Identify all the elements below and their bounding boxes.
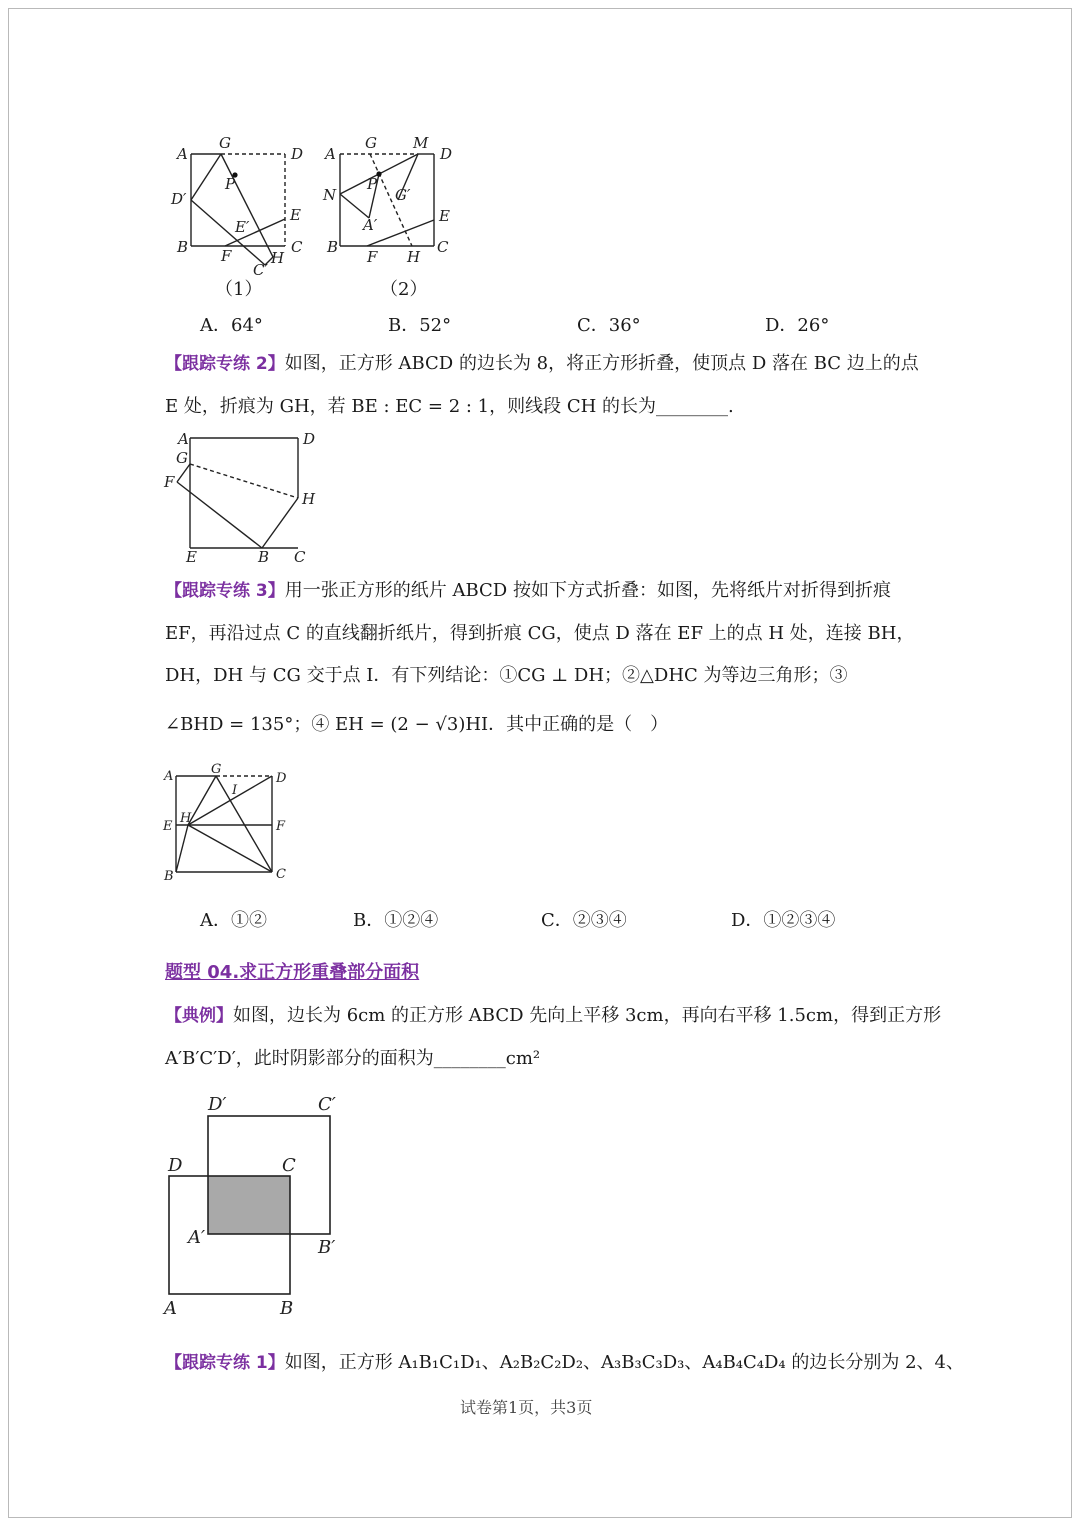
label-D: D bbox=[440, 145, 453, 163]
label-D-prime: D′ bbox=[208, 1094, 227, 1115]
section-title: 题型 04.求正方形重叠部分面积 bbox=[165, 962, 420, 983]
label-M: M bbox=[413, 134, 429, 152]
label-G: G bbox=[365, 134, 377, 152]
practice2-tag: 【跟踪专练 2】 bbox=[165, 354, 285, 374]
label-F: F bbox=[164, 473, 175, 491]
page-footer: 试卷第1页，共3页 bbox=[460, 1398, 593, 1417]
label-D: D bbox=[276, 771, 287, 786]
label-C-prime: C′ bbox=[253, 261, 268, 279]
label-D: D bbox=[303, 430, 316, 448]
label-D: D bbox=[291, 145, 304, 163]
practice3-line3: DH，DH 与 CG 交于点 I．有下列结论：①CG ⊥ DH；②△DHC 为等边三角形；③ bbox=[165, 665, 848, 686]
label-P: P bbox=[367, 175, 378, 193]
label-B: B bbox=[280, 1298, 294, 1319]
label-B: B bbox=[327, 238, 339, 256]
practice3-tag: 【跟踪专练 3】 bbox=[165, 581, 285, 601]
label-C: C bbox=[294, 548, 306, 566]
label-A-prime: A′ bbox=[363, 216, 378, 234]
figure-practice3 bbox=[158, 760, 298, 886]
practice3-option-c: C．②③④ bbox=[541, 910, 627, 931]
practice2-line2: E 处，折痕为 GH，若 BE : EC = 2 : 1，则线段 CH 的长为________. bbox=[165, 396, 734, 417]
figure-2-caption: （2） bbox=[380, 279, 428, 300]
label-P: P bbox=[225, 175, 236, 193]
label-B-prime: B′ bbox=[318, 1237, 336, 1258]
label-G: G bbox=[211, 762, 222, 777]
label-E: E bbox=[290, 206, 301, 224]
label-C: C bbox=[282, 1155, 296, 1176]
practice3-line4: ∠BHD = 135°；④ EH = (2 − √3)HI．其中正确的是（ ） bbox=[165, 714, 669, 735]
practice2-line1: 【跟踪专练 2】如图，正方形 ABCD 的边长为 8，将正方形折叠，使顶点 D 落在 BC 边上的点 bbox=[165, 353, 919, 374]
label-N: N bbox=[323, 186, 337, 204]
label-G: G bbox=[219, 134, 231, 152]
example-line2: A′B′C′D′，此时阴影部分的面积为________cm² bbox=[165, 1048, 541, 1069]
practice1-line1: 【跟踪专练 1】如图，正方形 A₁B₁C₁D₁、A₂B₂C₂D₂、A₃B₃C₃D₃、A₄B₄C₄D₄ 的边长分别为 2、4、 bbox=[165, 1352, 964, 1373]
label-H: H bbox=[271, 249, 285, 267]
label-H: H bbox=[407, 248, 421, 266]
label-B: E bbox=[186, 548, 197, 566]
figure-example bbox=[150, 1088, 370, 1322]
label-H: H bbox=[180, 811, 192, 826]
label-F: F bbox=[276, 819, 286, 834]
label-A: A bbox=[178, 430, 189, 448]
practice3-option-d: D．①②③④ bbox=[731, 910, 836, 931]
example-tag: 【典例】 bbox=[165, 1006, 233, 1026]
label-D: D bbox=[168, 1155, 183, 1176]
option-a: A．64° bbox=[200, 315, 263, 336]
label-G: G bbox=[176, 449, 188, 467]
label-A: A bbox=[177, 145, 188, 163]
label-E: B bbox=[258, 548, 270, 566]
practice1-tag: 【跟踪专练 1】 bbox=[165, 1353, 285, 1373]
practice3-line2: EF，再沿过点 C 的直线翻折纸片，得到折痕 CG，使点 D 落在 EF 上的点 H 处，连接 BH， bbox=[165, 623, 915, 644]
option-b: B．52° bbox=[388, 315, 452, 336]
label-C: C bbox=[437, 238, 449, 256]
figure-q1-part2 bbox=[315, 130, 465, 280]
label-A: A bbox=[164, 769, 174, 784]
label-C: C bbox=[291, 238, 303, 256]
label-F: F bbox=[221, 247, 232, 265]
option-c: C．36° bbox=[577, 315, 641, 336]
practice3-option-b: B．①②④ bbox=[353, 910, 439, 931]
label-G-prime: G′ bbox=[395, 186, 411, 204]
label-A: A bbox=[164, 1298, 177, 1319]
example-line1: 【典例】如图，边长为 6cm 的正方形 ABCD 先向上平移 3cm，再向右平移 1.5cm，得到正方形 bbox=[165, 1005, 942, 1026]
label-E: E bbox=[163, 819, 173, 834]
label-H: H bbox=[302, 490, 316, 508]
label-A: A bbox=[325, 145, 336, 163]
label-A-prime: A′ bbox=[188, 1227, 206, 1248]
label-C-prime: C′ bbox=[318, 1094, 336, 1115]
label-F: F bbox=[367, 248, 378, 266]
label-E-prime: E′ bbox=[235, 218, 250, 236]
practice3-option-a: A．①② bbox=[200, 910, 267, 931]
label-C: C bbox=[276, 867, 286, 882]
practice3-line1: 【跟踪专练 3】用一张正方形的纸片 ABCD 按如下方式折叠：如图，先将纸片对折得到折痕 bbox=[165, 580, 891, 601]
label-D-prime: D′ bbox=[171, 190, 187, 208]
figure-practice2 bbox=[160, 428, 325, 568]
figure-q1-part1 bbox=[165, 130, 320, 280]
label-B: B bbox=[164, 869, 174, 884]
figure-1-caption: （1） bbox=[215, 279, 263, 300]
label-B: B bbox=[177, 238, 189, 256]
option-d: D．26° bbox=[765, 315, 830, 336]
label-I: I bbox=[232, 783, 238, 798]
label-E: E bbox=[439, 207, 450, 225]
